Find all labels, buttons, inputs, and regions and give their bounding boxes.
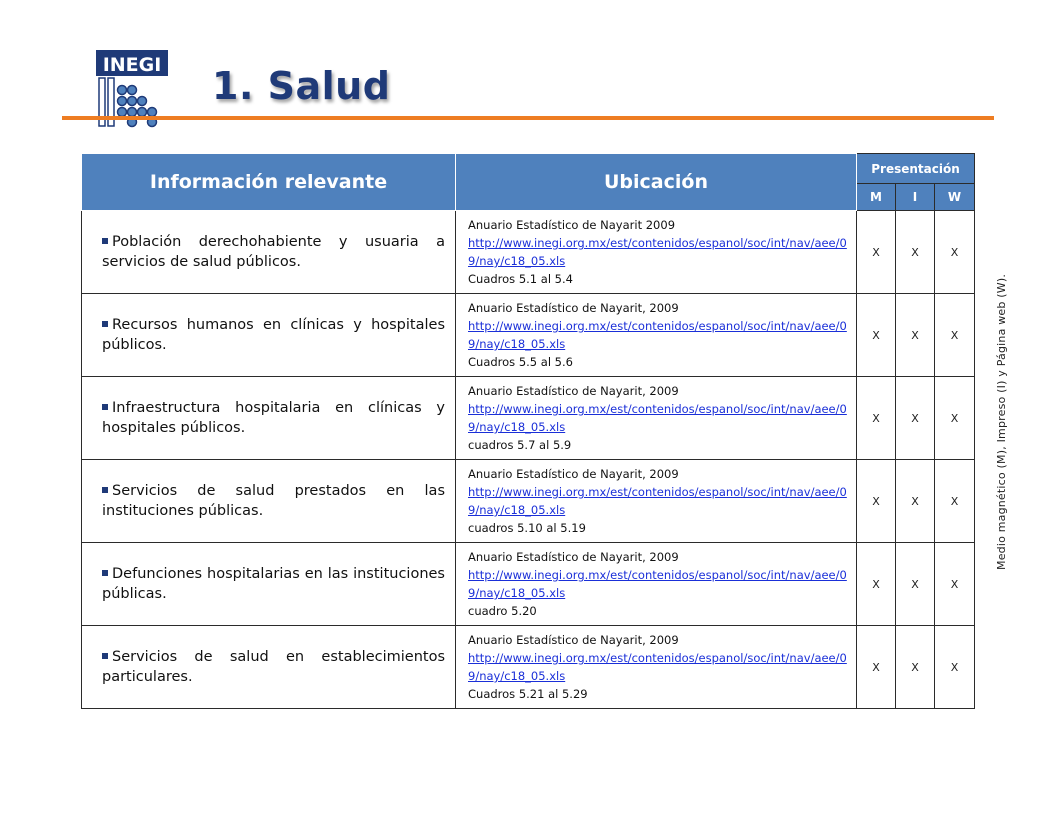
bullet-icon	[102, 404, 108, 410]
presentation-legend: Medio magnético (M), Impreso (I) y Página web (W).	[995, 273, 1008, 570]
row-info: Población derechohabiente y usuaria a servicios de salud públicos.	[102, 234, 445, 270]
row-tables: Cuadros 5.21 al 5.29	[468, 687, 588, 701]
row-info: Servicios de salud prestados en las instituciones públicas.	[102, 483, 445, 519]
bullet-icon	[102, 238, 108, 244]
row-w: X	[935, 626, 975, 709]
header-info: Información relevante	[82, 154, 456, 211]
row-w: X	[935, 543, 975, 626]
header-w: W	[935, 184, 975, 211]
row-source: Anuario Estadístico de Nayarit, 2009	[468, 384, 679, 398]
bullet-icon	[102, 321, 108, 327]
row-link[interactable]: http://www.inegi.org.mx/est/contenidos/espanol/soc/int/nav/aee/09/nay/c18_05.xls	[468, 651, 847, 683]
row-m: X	[857, 294, 896, 377]
header-location: Ubicación	[456, 154, 857, 211]
row-source: Anuario Estadístico de Nayarit, 2009	[468, 550, 679, 564]
row-m: X	[857, 626, 896, 709]
row-w: X	[935, 377, 975, 460]
row-tables: cuadros 5.10 al 5.19	[468, 521, 586, 535]
row-tables: cuadro 5.20	[468, 604, 537, 618]
row-info: Defunciones hospitalarias en las instituciones públicas.	[102, 566, 445, 602]
row-i: X	[896, 543, 935, 626]
row-source: Anuario Estadístico de Nayarit, 2009	[468, 633, 679, 647]
table-row	[82, 294, 975, 377]
row-w: X	[935, 460, 975, 543]
header-m: M	[857, 184, 896, 211]
row-i: X	[896, 294, 935, 377]
table-row	[82, 211, 975, 294]
row-link[interactable]: http://www.inegi.org.mx/est/contenidos/espanol/soc/int/nav/aee/09/nay/c18_05.xls	[468, 236, 847, 268]
table-row	[82, 626, 975, 709]
row-tables: Cuadros 5.1 al 5.4	[468, 272, 573, 286]
row-tables: Cuadros 5.5 al 5.6	[468, 355, 573, 369]
header-presentation: Presentación	[857, 154, 975, 184]
row-m: X	[857, 377, 896, 460]
row-link[interactable]: http://www.inegi.org.mx/est/contenidos/espanol/soc/int/nav/aee/09/nay/c18_05.xls	[468, 319, 847, 351]
row-tables: cuadros 5.7 al 5.9	[468, 438, 572, 452]
row-info: Servicios de salud en establecimientos particulares.	[102, 649, 445, 685]
bullet-icon	[102, 653, 108, 659]
table-row	[82, 460, 975, 543]
row-source: Anuario Estadístico de Nayarit, 2009	[468, 301, 679, 315]
row-link[interactable]: http://www.inegi.org.mx/est/contenidos/espanol/soc/int/nav/aee/09/nay/c18_05.xls	[468, 568, 847, 600]
row-i: X	[896, 626, 935, 709]
bullet-icon	[102, 487, 108, 493]
row-link[interactable]: http://www.inegi.org.mx/est/contenidos/espanol/soc/int/nav/aee/09/nay/c18_05.xls	[468, 485, 847, 517]
row-link[interactable]: http://www.inegi.org.mx/est/contenidos/espanol/soc/int/nav/aee/09/nay/c18_05.xls	[468, 402, 847, 434]
row-i: X	[896, 377, 935, 460]
title-underline	[62, 116, 994, 120]
row-w: X	[935, 211, 975, 294]
row-i: X	[896, 460, 935, 543]
row-info: Recursos humanos en clínicas y hospitales públicos.	[102, 317, 445, 353]
information-table	[81, 153, 975, 709]
row-m: X	[857, 460, 896, 543]
row-m: X	[857, 211, 896, 294]
header-i: I	[896, 184, 935, 211]
logo-lettering: INEGI	[102, 54, 162, 76]
row-w: X	[935, 294, 975, 377]
row-source: Anuario Estadístico de Nayarit 2009	[468, 218, 676, 232]
page-title: 1. Salud	[212, 64, 391, 108]
table-row	[82, 543, 975, 626]
bullet-icon	[102, 570, 108, 576]
row-source: Anuario Estadístico de Nayarit, 2009	[468, 467, 679, 481]
row-info: Infraestructura hospitalaria en clínicas y hospitales públicos.	[102, 400, 445, 436]
table-row	[82, 377, 975, 460]
row-i: X	[896, 211, 935, 294]
row-m: X	[857, 543, 896, 626]
